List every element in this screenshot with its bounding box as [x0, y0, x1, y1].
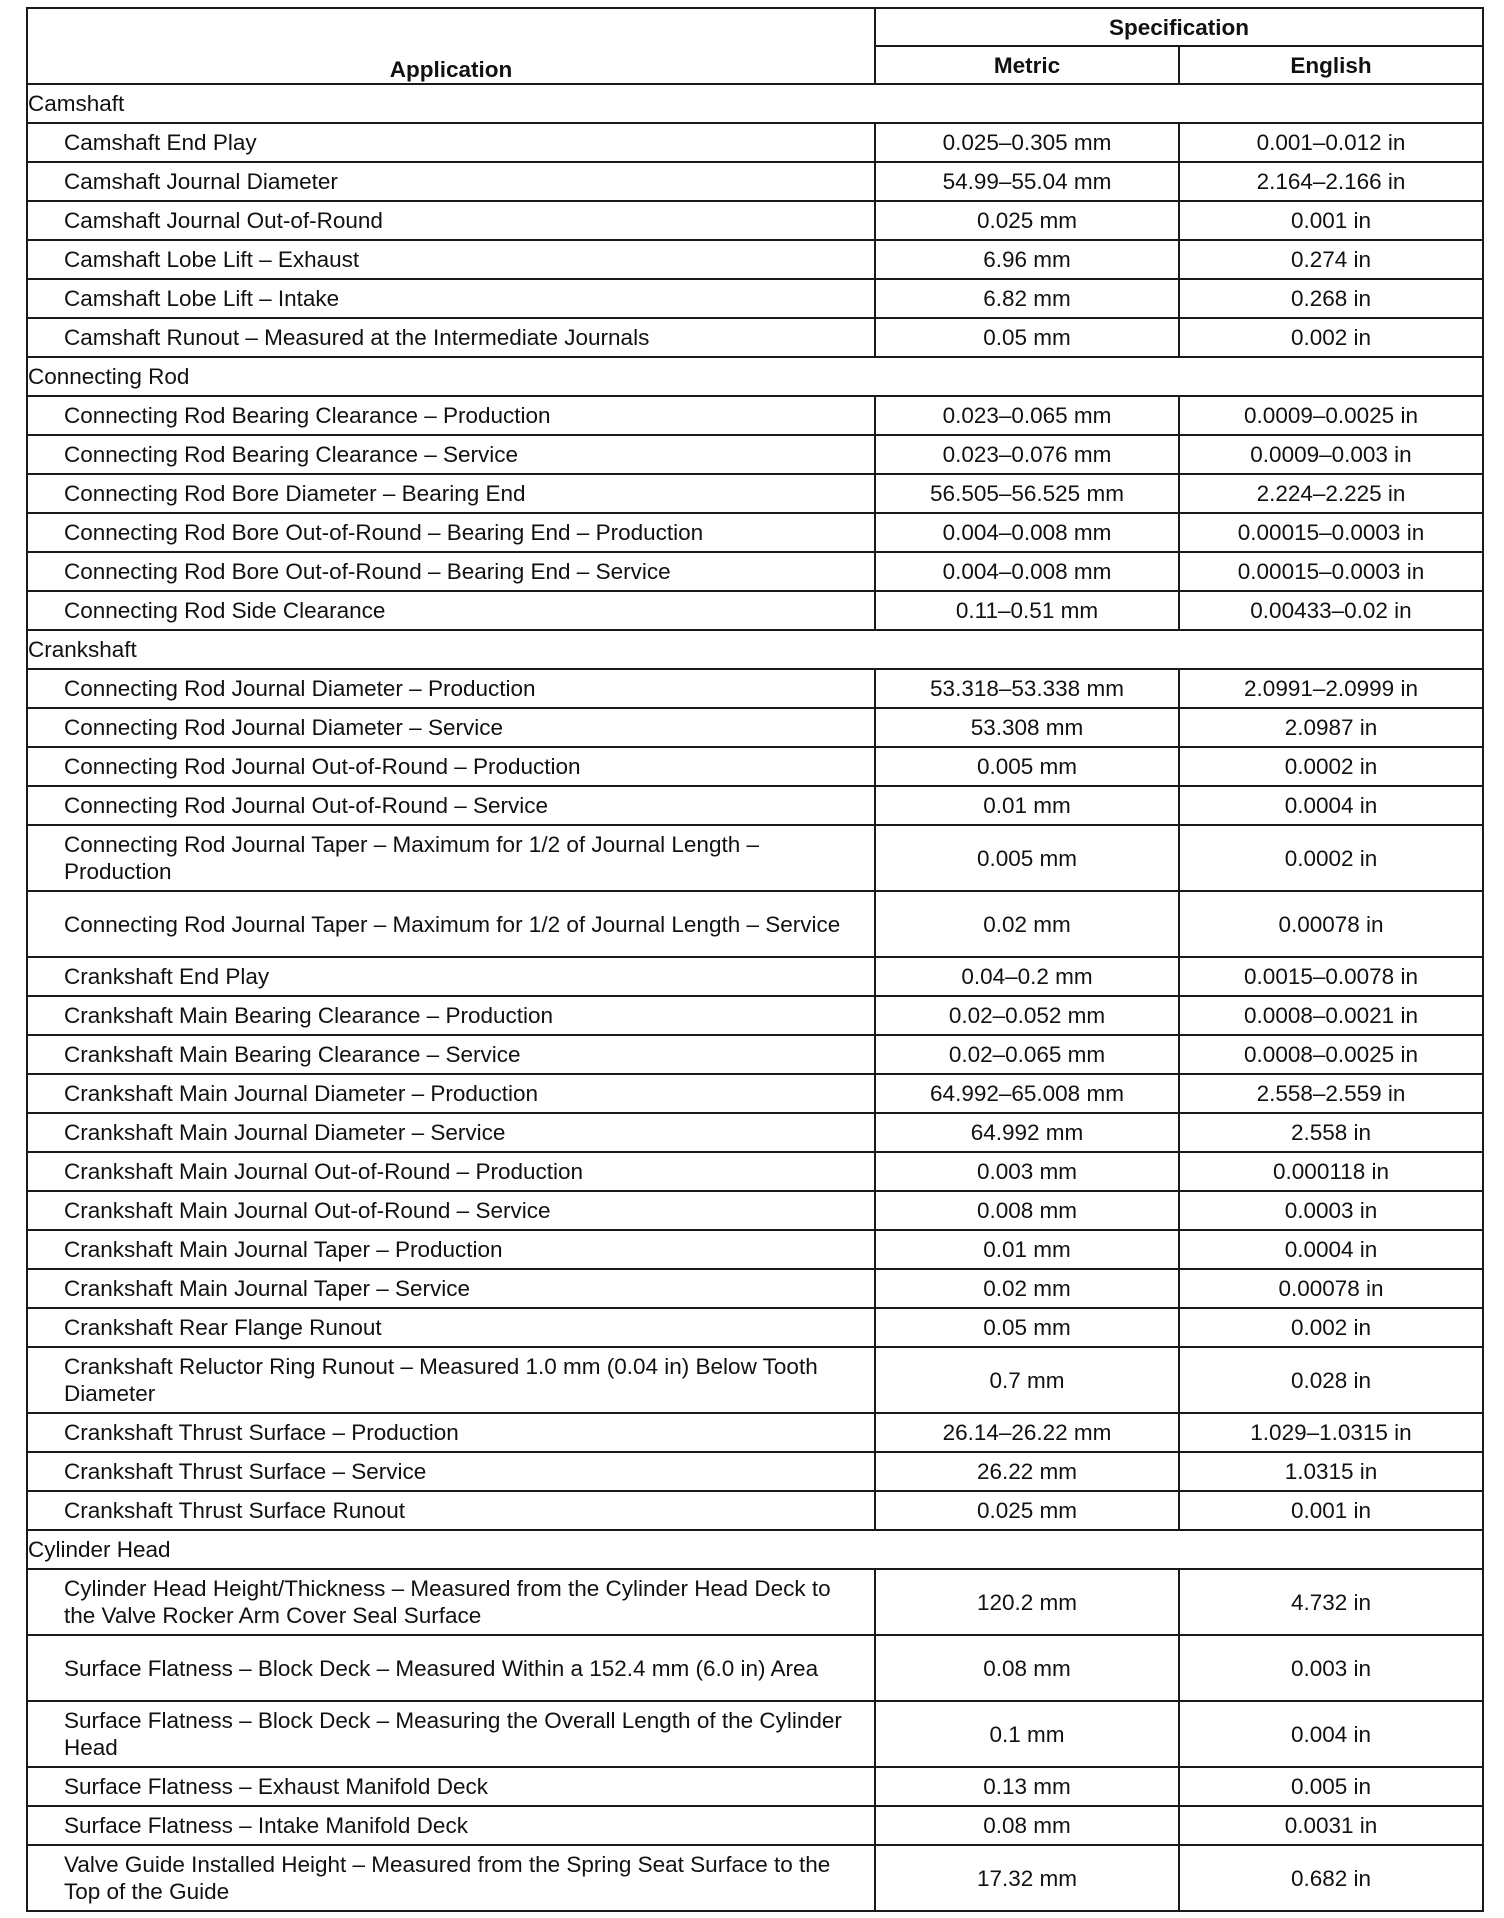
metric-cell: 0.7 mm	[875, 1347, 1179, 1413]
english-cell: 1.029–1.0315 in	[1179, 1413, 1483, 1452]
table-row	[27, 201, 1483, 240]
metric-cell: 0.023–0.076 mm	[875, 435, 1179, 474]
table-row	[27, 1347, 1483, 1413]
english-cell: 0.003 in	[1179, 1635, 1483, 1701]
table-row	[27, 1806, 1483, 1845]
metric-cell: 0.02 mm	[875, 1269, 1179, 1308]
section-row	[27, 630, 1483, 669]
application-cell: Crankshaft Thrust Surface – Service	[27, 1452, 875, 1491]
metric-cell: 0.008 mm	[875, 1191, 1179, 1230]
metric-cell: 6.82 mm	[875, 279, 1179, 318]
application-cell: Crankshaft Main Journal Out-of-Round – Service	[27, 1191, 875, 1230]
english-cell: 0.0004 in	[1179, 1230, 1483, 1269]
metric-cell: 64.992–65.008 mm	[875, 1074, 1179, 1113]
metric-cell: 0.003 mm	[875, 1152, 1179, 1191]
metric-cell: 0.08 mm	[875, 1635, 1179, 1701]
english-cell: 4.732 in	[1179, 1569, 1483, 1635]
table-row	[27, 1701, 1483, 1767]
english-cell: 0.004 in	[1179, 1701, 1483, 1767]
metric-cell: 0.05 mm	[875, 318, 1179, 357]
metric-cell: 53.318–53.338 mm	[875, 669, 1179, 708]
table-row	[27, 669, 1483, 708]
table-row	[27, 1074, 1483, 1113]
application-cell: Connecting Rod Bearing Clearance – Production	[27, 396, 875, 435]
english-header: English	[1179, 46, 1483, 84]
english-cell: 2.164–2.166 in	[1179, 162, 1483, 201]
metric-cell: 0.1 mm	[875, 1701, 1179, 1767]
metric-cell: 0.025–0.305 mm	[875, 123, 1179, 162]
table-row	[27, 396, 1483, 435]
application-cell: Crankshaft Main Journal Out-of-Round – Production	[27, 1152, 875, 1191]
table-row	[27, 1035, 1483, 1074]
application-cell: Crankshaft Main Bearing Clearance – Production	[27, 996, 875, 1035]
section-title: Camshaft	[27, 84, 1483, 123]
application-cell: Crankshaft Main Journal Taper – Service	[27, 1269, 875, 1308]
application-cell: Crankshaft Main Journal Diameter – Production	[27, 1074, 875, 1113]
application-cell: Camshaft Journal Diameter	[27, 162, 875, 201]
english-cell: 0.00015–0.0003 in	[1179, 513, 1483, 552]
application-cell: Crankshaft Rear Flange Runout	[27, 1308, 875, 1347]
table-row	[27, 786, 1483, 825]
metric-cell: 6.96 mm	[875, 240, 1179, 279]
application-cell: Crankshaft End Play	[27, 957, 875, 996]
metric-cell: 0.005 mm	[875, 747, 1179, 786]
table-row	[27, 318, 1483, 357]
table-row	[27, 1635, 1483, 1701]
application-cell: Camshaft Lobe Lift – Exhaust	[27, 240, 875, 279]
table-row	[27, 708, 1483, 747]
application-cell: Camshaft End Play	[27, 123, 875, 162]
english-cell: 0.005 in	[1179, 1767, 1483, 1806]
table-row	[27, 552, 1483, 591]
section-row	[27, 357, 1483, 396]
application-cell: Surface Flatness – Intake Manifold Deck	[27, 1806, 875, 1845]
english-cell: 2.0991–2.0999 in	[1179, 669, 1483, 708]
english-cell: 0.028 in	[1179, 1347, 1483, 1413]
table-row	[27, 1191, 1483, 1230]
metric-cell: 17.32 mm	[875, 1845, 1179, 1911]
english-cell: 0.0002 in	[1179, 747, 1483, 786]
table-row	[27, 747, 1483, 786]
application-cell: Cylinder Head Height/Thickness – Measured from the Cylinder Head Deck to the Valve Rocker Arm Cover Seal Surface	[27, 1569, 875, 1635]
metric-cell: 0.02–0.065 mm	[875, 1035, 1179, 1074]
english-cell: 0.000118 in	[1179, 1152, 1483, 1191]
english-cell: 0.0003 in	[1179, 1191, 1483, 1230]
metric-cell: 0.004–0.008 mm	[875, 552, 1179, 591]
table-row	[27, 1845, 1483, 1911]
table-row	[27, 996, 1483, 1035]
english-cell: 0.682 in	[1179, 1845, 1483, 1911]
table-row	[27, 474, 1483, 513]
table-row	[27, 1413, 1483, 1452]
specification-header: Specification	[875, 8, 1483, 46]
section-title: Crankshaft	[27, 630, 1483, 669]
metric-header: Metric	[875, 46, 1179, 84]
english-cell: 0.0002 in	[1179, 825, 1483, 891]
table-row	[27, 1491, 1483, 1530]
english-cell: 0.002 in	[1179, 318, 1483, 357]
table-row	[27, 435, 1483, 474]
metric-cell: 0.02–0.052 mm	[875, 996, 1179, 1035]
english-cell: 0.0031 in	[1179, 1806, 1483, 1845]
english-cell: 2.0987 in	[1179, 708, 1483, 747]
metric-cell: 54.99–55.04 mm	[875, 162, 1179, 201]
table-row	[27, 1767, 1483, 1806]
application-cell: Surface Flatness – Block Deck – Measuring the Overall Length of the Cylinder Head	[27, 1701, 875, 1767]
metric-cell: 0.13 mm	[875, 1767, 1179, 1806]
application-cell: Connecting Rod Journal Diameter – Service	[27, 708, 875, 747]
application-cell: Valve Guide Installed Height – Measured from the Spring Seat Surface to the Top of the Guide	[27, 1845, 875, 1911]
table-row	[27, 123, 1483, 162]
application-cell: Crankshaft Reluctor Ring Runout – Measured 1.0 mm (0.04 in) Below Tooth Diameter	[27, 1347, 875, 1413]
table-row	[27, 1308, 1483, 1347]
english-cell: 0.00078 in	[1179, 1269, 1483, 1308]
english-cell: 2.558–2.559 in	[1179, 1074, 1483, 1113]
application-cell: Camshaft Lobe Lift – Intake	[27, 279, 875, 318]
application-cell: Crankshaft Main Journal Diameter – Service	[27, 1113, 875, 1152]
metric-cell: 0.08 mm	[875, 1806, 1179, 1845]
english-cell: 0.0015–0.0078 in	[1179, 957, 1483, 996]
metric-cell: 0.11–0.51 mm	[875, 591, 1179, 630]
application-cell: Connecting Rod Side Clearance	[27, 591, 875, 630]
metric-cell: 64.992 mm	[875, 1113, 1179, 1152]
english-cell: 2.224–2.225 in	[1179, 474, 1483, 513]
application-cell: Connecting Rod Bore Out-of-Round – Bearing End – Production	[27, 513, 875, 552]
english-cell: 0.00015–0.0003 in	[1179, 552, 1483, 591]
application-header: Application	[27, 8, 875, 84]
table-row	[27, 1152, 1483, 1191]
table-row	[27, 1452, 1483, 1491]
application-cell: Connecting Rod Journal Diameter – Production	[27, 669, 875, 708]
table-body	[27, 84, 1483, 1911]
english-cell: 0.0008–0.0021 in	[1179, 996, 1483, 1035]
english-cell: 0.00433–0.02 in	[1179, 591, 1483, 630]
english-cell: 0.268 in	[1179, 279, 1483, 318]
application-cell: Connecting Rod Bore Diameter – Bearing End	[27, 474, 875, 513]
metric-cell: 0.004–0.008 mm	[875, 513, 1179, 552]
metric-cell: 56.505–56.525 mm	[875, 474, 1179, 513]
table-row	[27, 1230, 1483, 1269]
application-cell: Connecting Rod Journal Out-of-Round – Production	[27, 747, 875, 786]
table-row	[27, 891, 1483, 957]
application-cell: Surface Flatness – Exhaust Manifold Deck	[27, 1767, 875, 1806]
table-row	[27, 240, 1483, 279]
application-cell: Camshaft Journal Out-of-Round	[27, 201, 875, 240]
section-title: Connecting Rod	[27, 357, 1483, 396]
application-cell: Crankshaft Thrust Surface Runout	[27, 1491, 875, 1530]
metric-cell: 26.22 mm	[875, 1452, 1179, 1491]
metric-cell: 0.01 mm	[875, 786, 1179, 825]
section-row	[27, 84, 1483, 123]
english-cell: 0.0008–0.0025 in	[1179, 1035, 1483, 1074]
application-cell: Crankshaft Main Bearing Clearance – Service	[27, 1035, 875, 1074]
metric-cell: 53.308 mm	[875, 708, 1179, 747]
table-row	[27, 279, 1483, 318]
english-cell: 0.0009–0.0025 in	[1179, 396, 1483, 435]
table-row	[27, 1113, 1483, 1152]
metric-cell: 0.005 mm	[875, 825, 1179, 891]
english-cell: 2.558 in	[1179, 1113, 1483, 1152]
specification-table	[26, 7, 1484, 1912]
metric-cell: 0.02 mm	[875, 891, 1179, 957]
english-cell: 0.001 in	[1179, 1491, 1483, 1530]
table-row	[27, 825, 1483, 891]
metric-cell: 0.04–0.2 mm	[875, 957, 1179, 996]
english-cell: 0.0009–0.003 in	[1179, 435, 1483, 474]
application-cell: Connecting Rod Journal Taper – Maximum for 1/2 of Journal Length – Production	[27, 825, 875, 891]
metric-cell: 26.14–26.22 mm	[875, 1413, 1179, 1452]
table-row	[27, 1569, 1483, 1635]
metric-cell: 0.023–0.065 mm	[875, 396, 1179, 435]
table-row	[27, 1269, 1483, 1308]
table-row	[27, 957, 1483, 996]
table-row	[27, 513, 1483, 552]
metric-cell: 120.2 mm	[875, 1569, 1179, 1635]
metric-cell: 0.025 mm	[875, 201, 1179, 240]
english-cell: 0.001–0.012 in	[1179, 123, 1483, 162]
application-cell: Connecting Rod Bearing Clearance – Service	[27, 435, 875, 474]
table-row	[27, 162, 1483, 201]
english-cell: 0.00078 in	[1179, 891, 1483, 957]
english-cell: 1.0315 in	[1179, 1452, 1483, 1491]
application-cell: Connecting Rod Journal Out-of-Round – Service	[27, 786, 875, 825]
application-cell: Crankshaft Thrust Surface – Production	[27, 1413, 875, 1452]
section-title: Cylinder Head	[27, 1530, 1483, 1569]
table-row	[27, 591, 1483, 630]
metric-cell: 0.01 mm	[875, 1230, 1179, 1269]
english-cell: 0.0004 in	[1179, 786, 1483, 825]
english-cell: 0.274 in	[1179, 240, 1483, 279]
english-cell: 0.001 in	[1179, 201, 1483, 240]
metric-cell: 0.05 mm	[875, 1308, 1179, 1347]
application-cell: Crankshaft Main Journal Taper – Production	[27, 1230, 875, 1269]
metric-cell: 0.025 mm	[875, 1491, 1179, 1530]
section-row	[27, 1530, 1483, 1569]
application-cell: Connecting Rod Bore Out-of-Round – Bearing End – Service	[27, 552, 875, 591]
application-cell: Surface Flatness – Block Deck – Measured Within a 152.4 mm (6.0 in) Area	[27, 1635, 875, 1701]
application-cell: Camshaft Runout – Measured at the Intermediate Journals	[27, 318, 875, 357]
application-cell: Connecting Rod Journal Taper – Maximum for 1/2 of Journal Length – Service	[27, 891, 875, 957]
english-cell: 0.002 in	[1179, 1308, 1483, 1347]
